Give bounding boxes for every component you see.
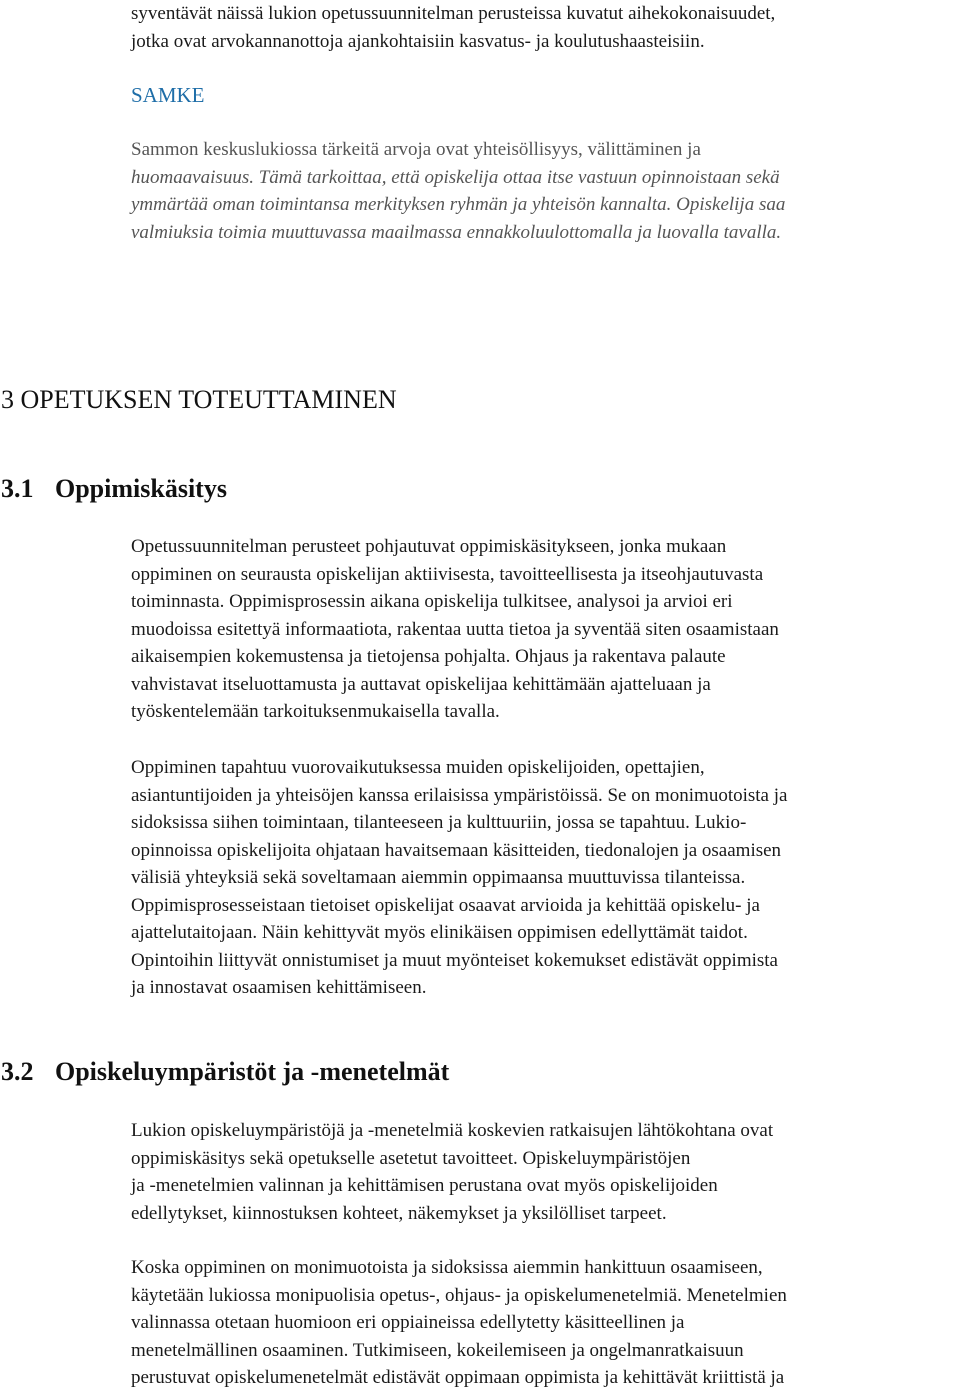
text-line: vahvistavat itseluottamusta ja auttavat opiskelijaa kehittämään ajatteluaan ja: [131, 673, 711, 695]
text-line: ja -menetelmien valinnan ja kehittämisen perustana ovat myös opiskelijoiden: [131, 1175, 718, 1196]
text-line: jotka ovat arvokannanottoja ajankohtaisiin kasvatus- ja koulutushaasteisiin.: [131, 30, 705, 52]
samke-heading: SAMKE: [131, 83, 205, 107]
text-line: edellytykset, kiinnostuksen kohteet, näkemykset ja yksilölliset tarpeet.: [131, 1202, 667, 1224]
text-line: ajattelutaitojaan. Näin kehittyvät myös elinikäisen oppimisen edellyttämät taidot.: [131, 922, 748, 943]
text-line: huomaavaisuus. Tämä tarkoittaa, että opiskelija ottaa itse vastuun opinnoistaan sekä: [131, 166, 780, 188]
text-line: menetelmällinen osaaminen. Tutkimiseen, kokeilemiseen ja ongelmanratkaisuun: [131, 1339, 744, 1361]
text-line: oppimiskäsitys sekä opetukselle asetetut tavoitteet. Opiskeluympäristöjen: [131, 1147, 691, 1169]
text-line: toiminnasta. Oppimisprosessin aikana opiskelija tulkitsee, analysoi ja arvioi eri: [131, 591, 733, 612]
text-line: Oppiminen tapahtuu vuorovaikutuksessa muiden opiskelijoiden, opettajien,: [131, 757, 705, 778]
text-line: Lukion opiskeluympäristöjä ja -menetelmiä koskevien ratkaisujen lähtökohtana ovat: [131, 1120, 774, 1141]
section-number: 3.2: [1, 1057, 34, 1086]
text-line: Sammon keskuslukiossa tärkeitä arvoja ovat yhteisöllisyys, välittäminen ja: [131, 139, 701, 160]
text-line: ymmärtää oman toimintansa merkityksen ryhmän ja yhteisön kannalta. Opiskelija saa: [131, 194, 786, 215]
section-3-1-paragraph-1: [131, 533, 960, 726]
text-line: Opintoihin liittyvät onnistumiset ja muut myönteiset kokemukset edistävät oppimista: [131, 949, 778, 971]
text-line: Oppimisprosesseistaan tietoiset opiskelijat osaavat arvioida ja kehittää opiskelu- ja: [131, 894, 760, 916]
section-title: Opiskeluympäristöt ja -menetelmät: [55, 1057, 450, 1086]
text-line: käytetään lukiossa monipuolisia opetus-, ohjaus- ja opiskelumenetelmiä. Menetelmien: [131, 1284, 787, 1306]
text-line: valmiuksia toimia muuttuvassa maailmassa ennakkoluulottomalla ja luovalla tavalla.: [131, 221, 782, 243]
section-number: 3.1: [1, 474, 34, 503]
text-line: työskentelemään tarkoituksenmukaisella tavalla.: [131, 701, 500, 722]
text-line: valinnassa otetaan huomioon eri oppiaineissa edellytetty käsitteellinen ja: [131, 1312, 685, 1333]
text-line: Koska oppiminen on monimuotoista ja sidoksissa aiemmin hankittuun osaamiseen,: [131, 1257, 763, 1278]
text-line: aikaisempien kokemustensa ja tietojensa pohjalta. Ohjaus ja rakentava palaute: [131, 646, 726, 667]
text-line: ja innostavat osaamisen kehittämiseen.: [131, 977, 427, 998]
text-line: oppiminen on seurausta opiskelijan aktiivisesta, tavoitteellisesta ja itseohjautuvasta: [131, 563, 764, 585]
text-line: sidoksissa siihen toimintaan, tilanteeseen ja kulttuuriin, jossa se tapahtuu. Lukio-: [131, 812, 747, 833]
section-title: Oppimiskäsitys: [55, 474, 227, 503]
intro-paragraph: [131, 0, 960, 55]
text-line: asiantuntijoiden ja yhteisöjen kanssa erilaisissa ympäristöissä. Se on monimuotoista ja: [131, 784, 788, 806]
text-line: perustuvat opiskelumenetelmät edistävät oppimaan oppimista ja kehittävät kriittistä ja: [131, 1367, 785, 1388]
text-line: syventävät näissä lukion opetussuunnitelman perusteissa kuvatut aihekokonaisuudet,: [131, 3, 776, 24]
section-heading-3-2: [1, 1057, 449, 1087]
text-line: opinnoissa opiskelijoita ohjataan havaitsemaan käsitteiden, tiedonalojen ja osaamisen: [131, 839, 782, 861]
text-line: Opetussuunnitelman perusteet pohjautuvat oppimiskäsitykseen, jonka mukaan: [131, 536, 727, 557]
section-3-2-paragraph-1: [131, 1117, 960, 1227]
text-line: välisiä yhteyksiä sekä soveltamaan aiemmin oppimaansa muuttuvissa tilanteissa.: [131, 867, 746, 888]
section-heading-3-1: [1, 474, 227, 504]
section-3-1-paragraph-2: [131, 754, 960, 1002]
samke-paragraph: [131, 136, 960, 246]
chapter-heading: 3 OPETUKSEN TOTEUTTAMINEN: [1, 385, 397, 414]
section-3-2-paragraph-2: [131, 1254, 960, 1392]
text-line: muodoissa esitettyä informaatiota, rakentaa uutta tietoa ja syventää siten osaamistaan: [131, 618, 779, 640]
